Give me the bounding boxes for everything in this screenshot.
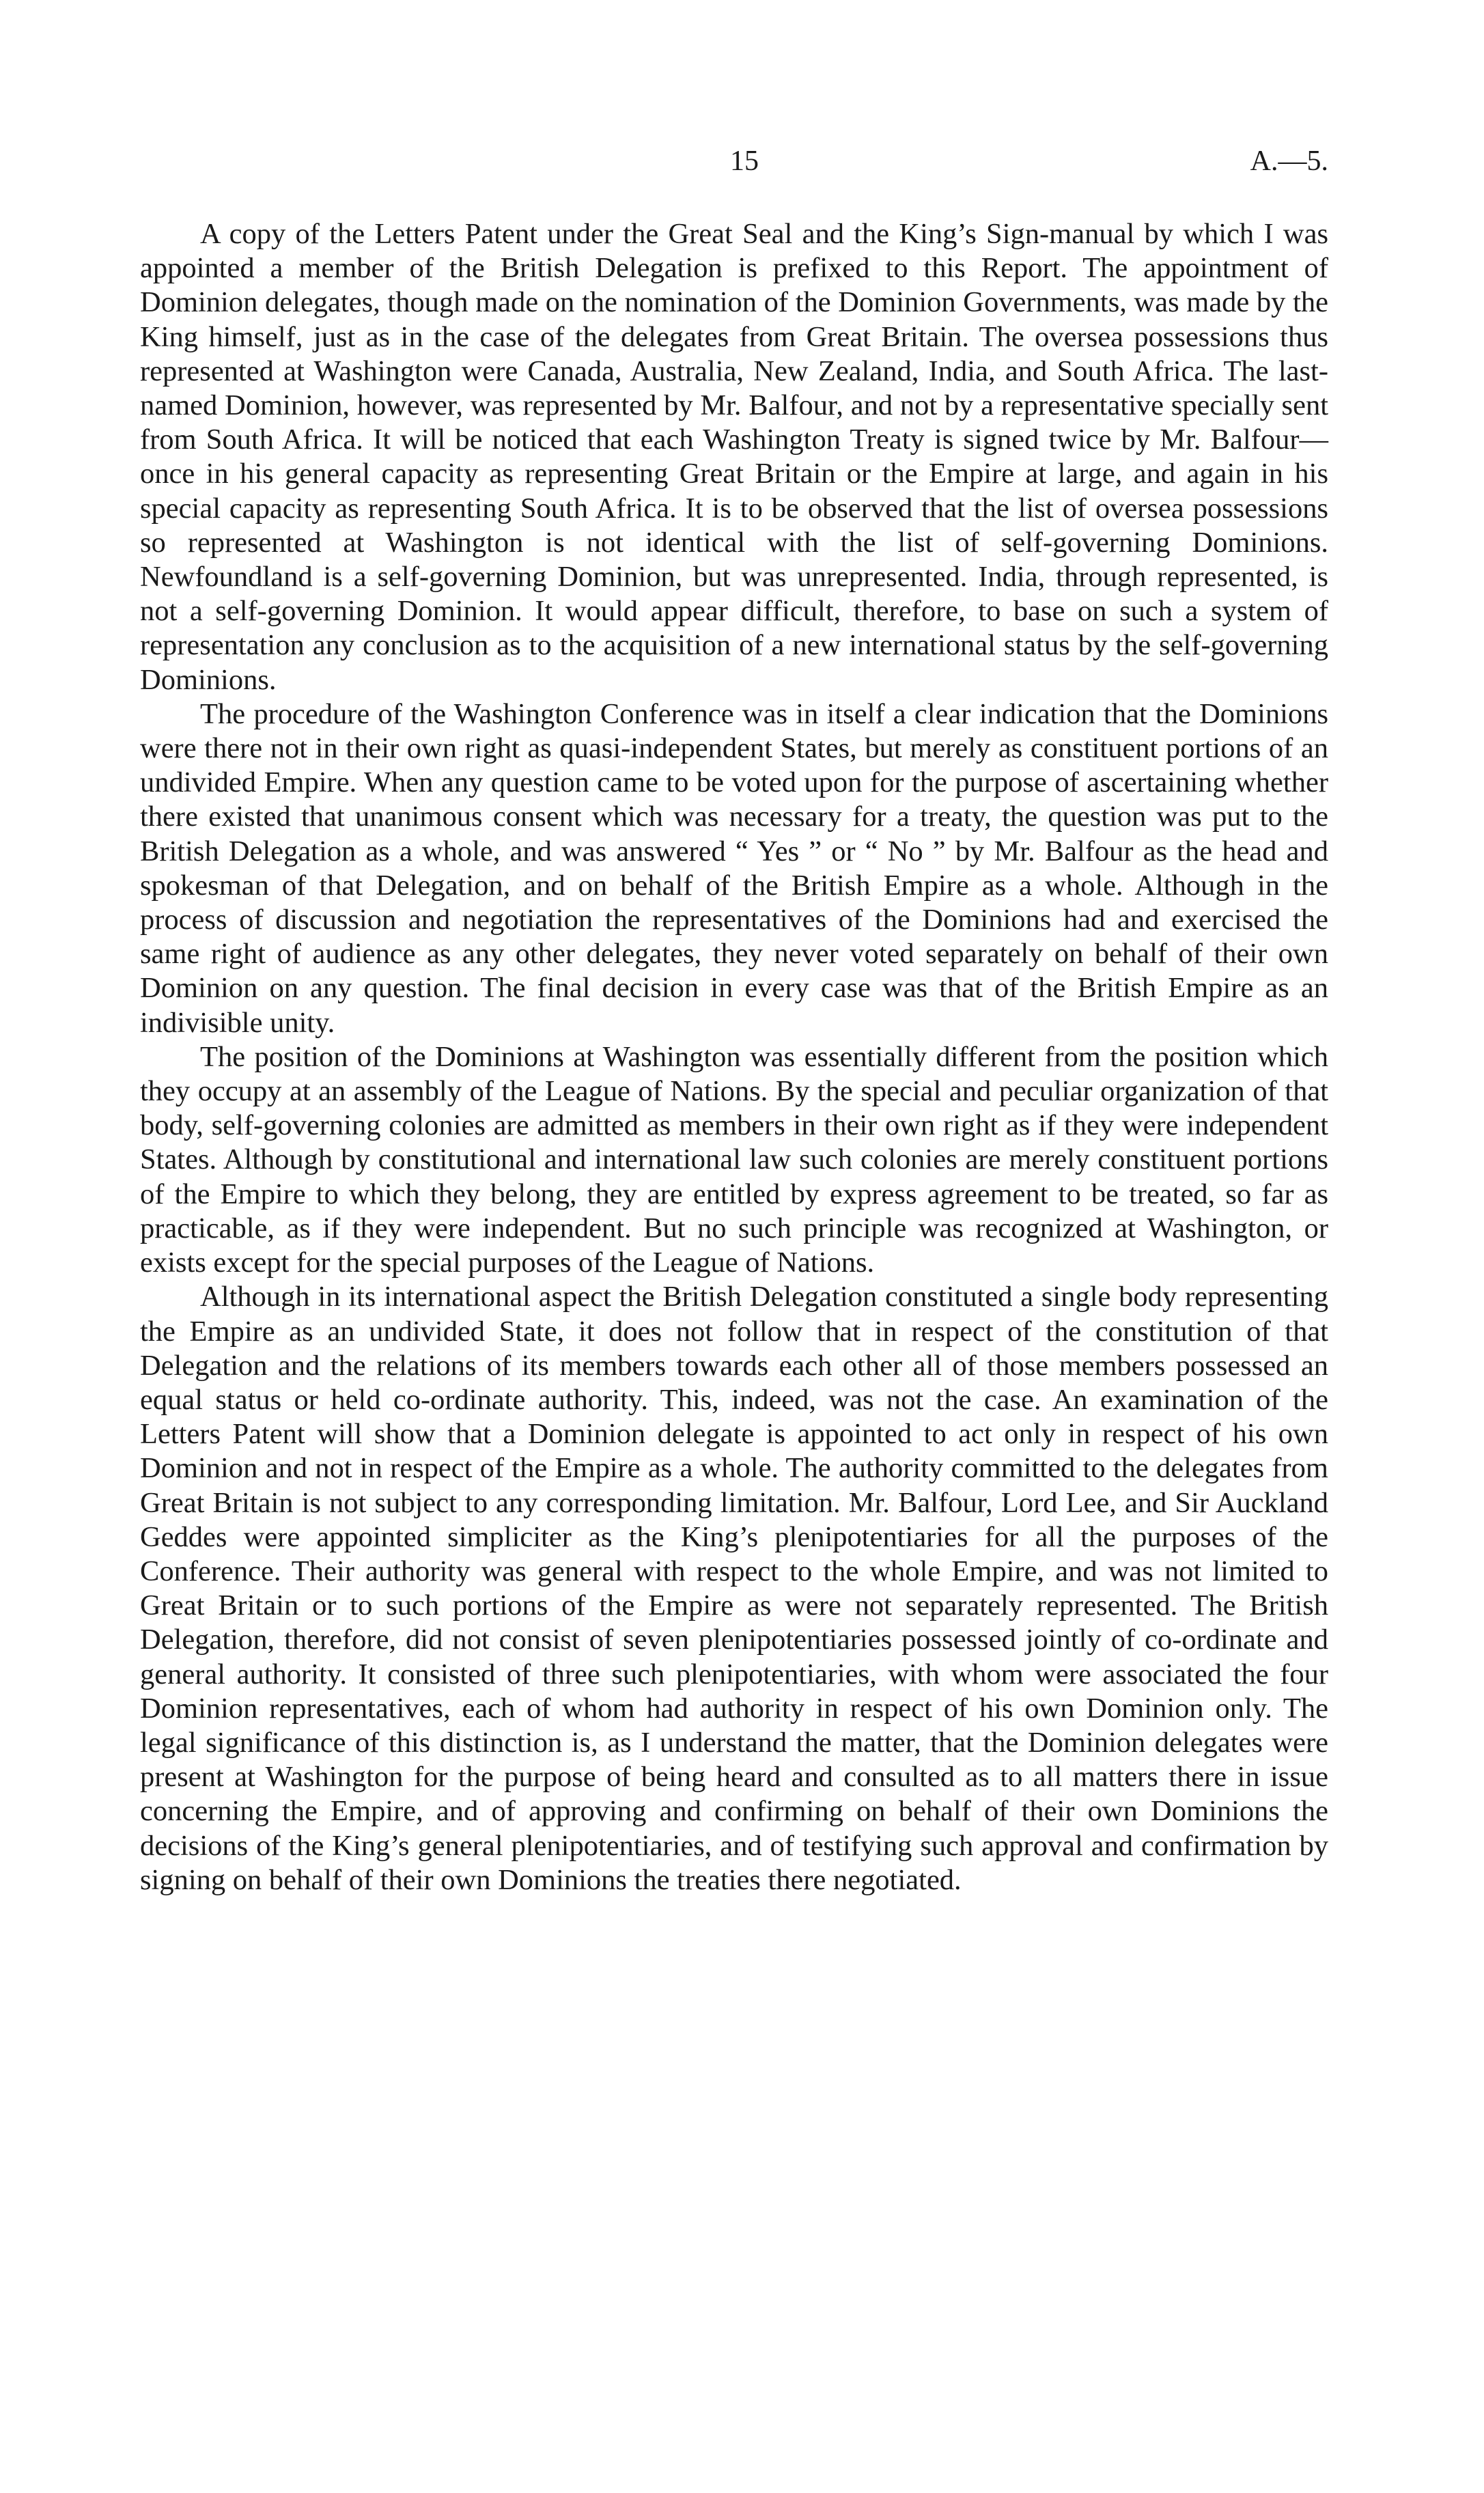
document-reference: A.—5. bbox=[1250, 145, 1328, 177]
paragraph-2: The procedure of the Washington Conference was in itself a clear indication that the Dominions were there not in their own right as quasi-independent States, but merely as constituent portions of an undivided Empire. When any question came to be voted upon for the purpose of ascertaining whether there existed that unanimous consent which was necessary for a treaty, the question was put to the British Delegation as a whole, and was answered “ Yes ” or “ No ” by Mr. Balfour as the head and spokesman of that Delegation, and on behalf of the British Empire as a whole. Although in the process of discussion and negotiation the representatives of the Dominions had and exercised the same right of audience as any other delegates, they never voted separately on behalf of their own Dominion on any question. The final decision in every case was that of the British Empire as an indivisible unity. bbox=[140, 697, 1328, 1039]
paragraph-4: Although in its international aspect the British Delegation constituted a single body representing the Empire as an undivided State, it does not follow that in respect of the constitution of that Delegation and the relations of its members towards each other all of those members possessed an equal status or held co-ordinate authority. This, indeed, was not the case. An examination of the Letters Patent will show that a Dominion delegate is appointed to act only in respect of his own Dominion and not in respect of the Empire as a whole. The authority committed to the delegates from Great Britain is not subject to any corresponding limitation. Mr. Balfour, Lord Lee, and Sir Auckland Geddes were appointed simpliciter as the King’s plenipotentiaries for all the purposes of the Conference. Their authority was general with respect to the whole Empire, and was not limited to Great Britain or to such portions of the Empire as were not separately represented. The British Delegation, therefore, did not consist of seven plenipotentiaries possessed jointly of co-ordinate and general authority. It consisted of three such plenipotentiaries, with whom were associated the four Dominion representatives, each of whom had authority in respect of his own Dominion only. The legal significance of this distinction is, as I understand the matter, that the Dominion delegates were present at Washington for the purpose of being heard and consulted as to all matters there in issue concerning the Empire, and of approving and confirming on behalf of their own Dominions the decisions of the King’s general plenipotentiaries, and of testifying such approval and confirmation by signing on behalf of their own Dominions the treaties there negotiated. bbox=[140, 1281, 1328, 1896]
paragraph-1: A copy of the Letters Patent under the Great Seal and the King’s Sign-manual by which I was appointed a member of the British Delegation is prefixed to this Report. The appointment of Dominion delegates, though made on the nomination of the Dominion Governments, was made by the King himself, just as in the case of the delegates from Great Britain. The oversea possessions thus represented at Washington were Canada, Australia, New Zealand, India, and South Africa. The last-named Dominion, however, was represented by Mr. Balfour, and not by a representative specially sent from South Africa. It will be noticed that each Washington Treaty is signed twice by Mr. Balfour—once in his general capacity as representing Great Britain or the Empire at large, and again in his special capacity as representing South Africa. It is to be observed that the list of oversea possessions so represented at Washington is not identical with the list of self-governing Dominions. Newfoundland is a self-governing Dominion, but was unrepresented. India, through represented, is not a self-governing Dominion. It would appear difficult, therefore, to base on such a system of representation any conclusion as to the acquisition of a new international status by the self-governing Dominions. bbox=[140, 218, 1328, 696]
page-number: 15 bbox=[730, 145, 759, 177]
body-text bbox=[140, 217, 1328, 1897]
page-header bbox=[140, 145, 1328, 186]
paragraph-3: The position of the Dominions at Washington was essentially different from the position which they occupy at an assembly of the League of Nations. By the special and peculiar organization of that body, self-governing colonies are admitted as members in their own right as if they were independent States. Although by constitutional and international law such colonies are merely constituent portions of the Empire to which they belong, they are entitled by express agreement to be treated, so far as practicable, as if they were independent. But no such principle was recognized at Washington, or exists except for the special purposes of the League of Nations. bbox=[140, 1040, 1328, 1279]
